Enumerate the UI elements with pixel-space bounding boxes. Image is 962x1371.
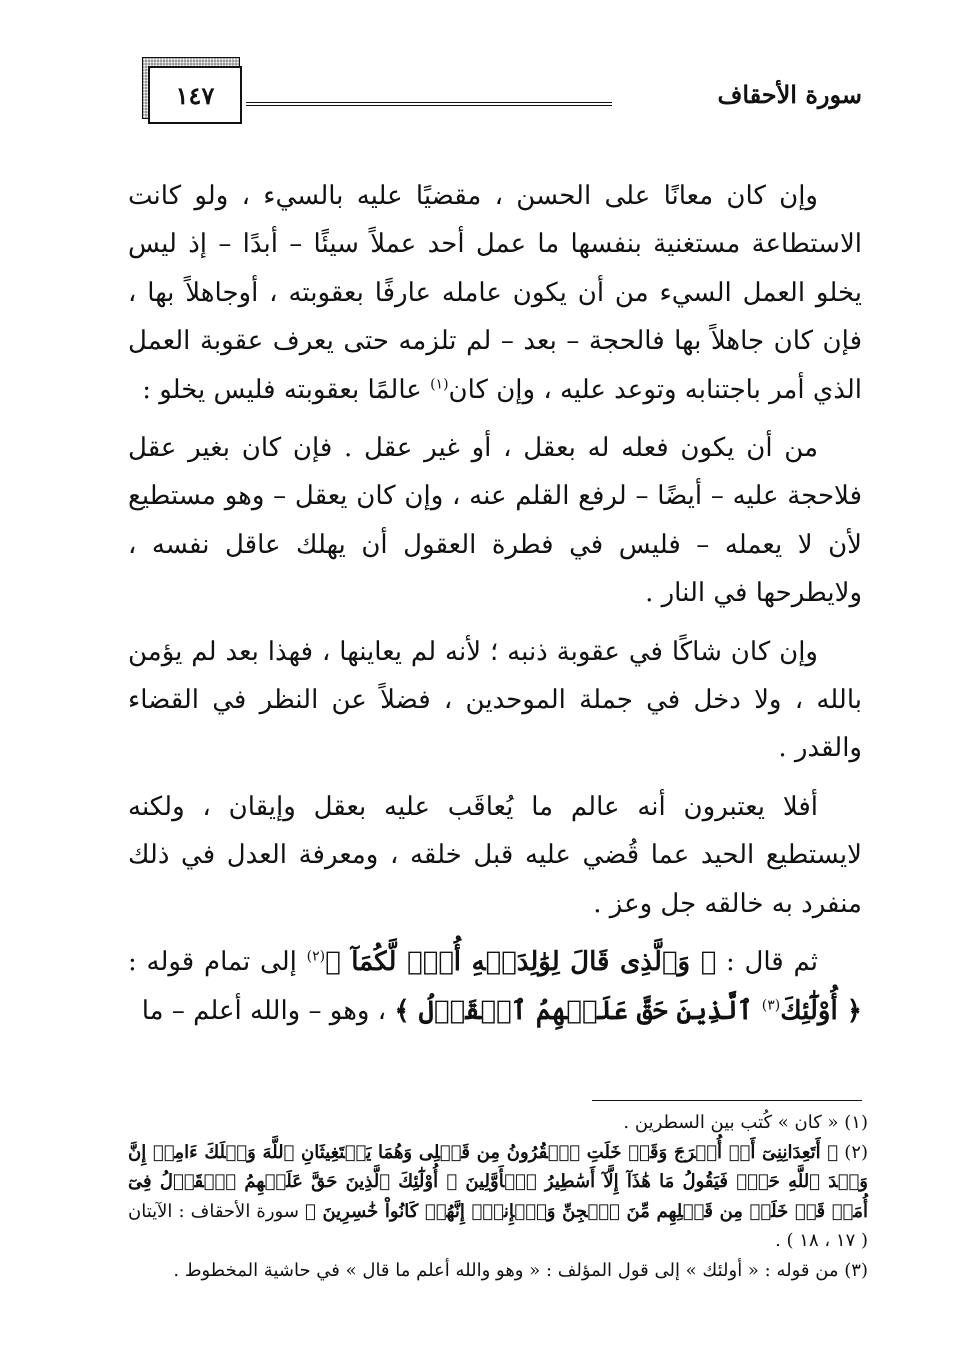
page-number-box <box>148 66 242 124</box>
paragraph-4: أفلا يعتبرون أنه عالم ما يُعاقَب عليه بعقل وإيقان ، ولكنه لايستطيع الحيد عما قُضي عليه قبل خلقه ، ومعرفة العدل في ذلك منفرد به خالقه جل وعز . <box>128 791 862 919</box>
footnote-ref-1: (١) <box>430 375 449 392</box>
paragraph-5-mid: إلى تمام قوله : <box>128 947 307 978</box>
quran-quote-1: ﴿ وَٱلَّذِى قَالَ لِوَٰلِدَيۡهِ أُفّٖ لَّكُمَآ ﴾ <box>325 947 717 978</box>
footnote-1: (١) « كان » كُتب بين السطرين . <box>623 1112 868 1133</box>
paragraph-2: من أن يكون فعله له بعقل ، أو غير عقل . فإن كان بغير عقل فلاحجة عليه – أيضًا – لرفع القلم عنه ، وإن كان يعقل – وهو مستطيع لأن لا يعمله – فليس في فطرة العقول أن يهلك عاقل نفسه ، ولايطرحها في النار . <box>128 433 862 609</box>
paragraph-1 <box>128 172 862 414</box>
footnote-2 <box>128 1138 868 1256</box>
paragraph-5-end: ، وهو – والله أعلم – ما <box>141 995 395 1026</box>
footnote-2-ref: سورة الأحقاف : الآيتان ( ١٧ ، ١٨ ) . <box>128 1200 868 1251</box>
body-text <box>128 172 862 1045</box>
paragraph-3: وإن كان شاكًا في عقوبة ذنبه ؛ لأنه لم يعاينها ، فهذا بعد لم يؤمن بالله ، ولا دخل في جملة الموحدين ، فضلاً عن النظر في القضاء والقدر . <box>128 636 862 764</box>
paragraph-5-start: ثم قال : <box>716 947 818 978</box>
footnote-3: (٣) من قوله : « أولئك » إلى قول المؤلف : « وهو والله أعلم ما قال » في حاشية المخطوط . <box>173 1259 868 1281</box>
footnote-2-quran: ﴿ أَتَعِدَانِنِىٓ أَنۡ أُخۡرَجَ وَقَدۡ خَلَتِ ٱلۡقُرُونُ مِن قَبۡلِى وَهُمَا يَسۡتَغِيثَانِ ٱللَّهَ وَيۡلَكَ ءَامِنۡ إِنَّ وَعۡدَ ٱللَّهِ حَقّٞ فَيَقُولُ مَا هَٰذَآ إِلَّآ أَسَٰطِيرُ ٱلۡأَوَّلِينَ ۞ أُوْلَٰٓئِكَ ٱلَّذِينَ حَقَّ عَلَيۡهِمُ ٱلۡقَوۡلُ فِىٓ أُمَمٖ قَدۡ خَلَتۡ مِن قَبۡلِهِم مِّنَ ٱلۡجِنِّ وَٱلۡإِنسِۖ إِنَّهُمۡ كَانُواْ خَٰسِرِينَ ﴾ <box>128 1141 868 1222</box>
surah-title: سورة الأحقاف <box>717 80 862 109</box>
paragraph-1-end: عالمًا بعقوبته فليس يخلو : <box>142 374 431 405</box>
footnote-2-label: (٢) <box>838 1141 869 1163</box>
footnotes <box>128 1108 868 1285</box>
quran-quote-2a: ﴿ أُوْلَٰٓئِكَ <box>780 995 862 1026</box>
footnote-ref-3: (٣) <box>761 996 781 1013</box>
page-number: ١٤٧ <box>175 80 215 110</box>
footnote-rule <box>592 1100 862 1101</box>
paragraph-5 <box>128 938 862 1035</box>
quran-quote-2b: ٱلَّذِينَ حَقَّ عَلَيۡهِمُ ٱلۡقَوۡلُ ﴾ <box>394 995 762 1026</box>
header-rule <box>246 102 612 106</box>
footnote-ref-2: (٢) <box>306 948 326 965</box>
paragraph-1-text: وإن كان معانًا على الحسن ، مقضيًا عليه بالسيء ، ولو كانت الاستطاعة مستغنية بنفسها ما عمل أحد عملاً سيئًا – أبدًا – إذ ليس يخلو العمل السيء من أن يكون عامله عارفًا بعقوبته ، أوجاهلاً بها ، فإن كان جاهلاً بها فالحجة – بعد – لم تلزمه حتى يعرف عقوبة العمل الذي أمر باجتنابه وتوعد عليه ، وإن كان <box>128 181 862 405</box>
